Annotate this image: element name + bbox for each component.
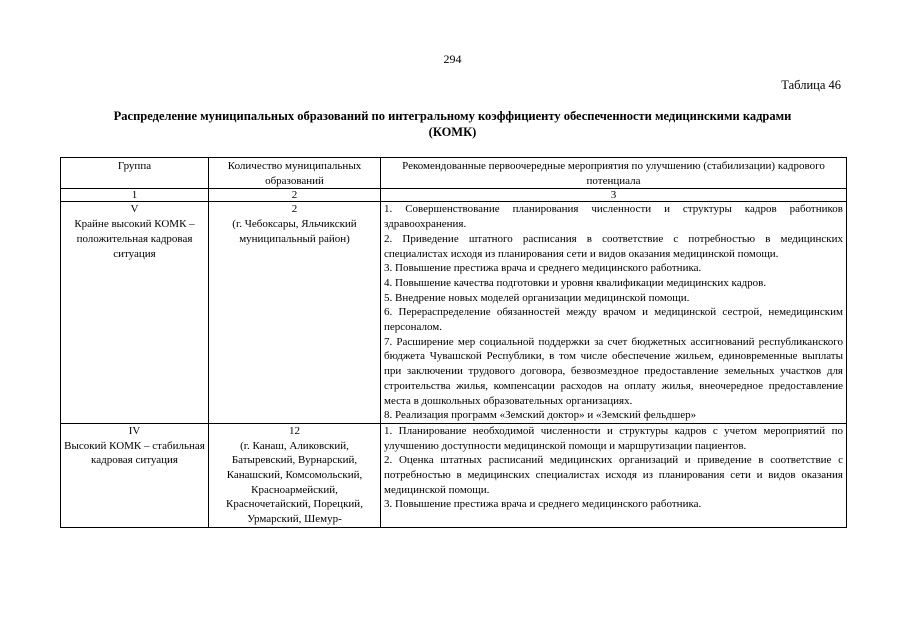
municipality-count: 2 (291, 203, 298, 216)
komk-table (60, 157, 847, 528)
measure-item: 2. Приведение штатного расписания в соответствие с потребностью в медицинских специалистах исходя из планирования сети и видов оказания медицинской помощи. (384, 232, 843, 260)
column-number: 1 (61, 189, 209, 202)
table-row (61, 202, 847, 424)
table-row (61, 423, 847, 527)
count-cell-content (212, 424, 377, 527)
title-line-1: Распределение муниципальных образований по интегральному коэффициенту обеспеченности медицинскими кадрами (113, 109, 792, 123)
column-number: 2 (209, 189, 381, 202)
municipality-list: (г. Чебоксары, Яльчикский муниципальный район) (232, 218, 357, 245)
column-number: 3 (381, 189, 847, 202)
header-row (61, 158, 847, 189)
measure-item: 2. Оценка штатных расписаний медицинских организаций и приведение в соответствие с потребностью в медицинских специалистах исходя из планирования сети и видов оказания медицинской помощи. (384, 454, 843, 496)
count-cell (209, 423, 381, 527)
group-number: V (130, 203, 139, 216)
measure-item: 5. Внедрение новых моделей организации медицинской помощи. (384, 291, 690, 304)
measure-item: 7. Расширение мер социальной поддержки за счет бюджетных ассигнований республиканского бюджета Чувашской Республики, в том числе обеспечение жильем, единовременные выплаты при заключении трудового договора, безвозмездное предоставление земельных участков для строительства жилья, компенсации расходов на оплату жилья, внеочередное предоставление места в дошкольных образовательных организациях. (384, 335, 843, 407)
count-cell (209, 202, 381, 424)
group-number: IV (128, 424, 141, 437)
header-measures: Рекомендованные первоочередные мероприятия по улучшению (стабилизации) кадрового потенциала (381, 158, 847, 189)
municipality-list: (г. Канаш, Аликовский, Батыревский, Вурнарский, Канашский, Комсомольский, Красноармейский, Красночетайский, Порецкий, Урмарский, Шемур- (226, 439, 363, 526)
header-count: Количество муниципальных образований (209, 158, 381, 189)
group-cell (61, 202, 209, 424)
title-line-2: (КОМК) (428, 125, 477, 139)
measure-item: 1. Совершенствование планирования численности и структуры кадров работников здравоохранения. (384, 203, 843, 231)
page-number: 294 (443, 52, 462, 66)
column-numbers-row (61, 189, 847, 202)
document-title (60, 108, 845, 140)
measure-item: 4. Повышение качества подготовки и уровня квалификации медицинских кадров. (384, 276, 767, 289)
municipality-count: 12 (289, 424, 300, 437)
measures-cell (381, 202, 847, 424)
group-cell (61, 423, 209, 527)
measure-item: 1. Планирование необходимой численности и структуры кадров с учетом мероприятий по улучшению доступности медицинской помощи и маршрутизации пациентов. (384, 424, 843, 452)
group-name: Высокий КОМК – стабильная кадровая ситуация (64, 439, 205, 467)
measure-item: 3. Повышение престижа врача и среднего медицинского работника. (384, 498, 702, 511)
group-name: Крайне высокий КОМК – положительная кадровая ситуация (74, 218, 195, 260)
measure-item: 3. Повышение престижа врача и среднего медицинского работника. (384, 262, 702, 275)
header-group: Группа (61, 158, 209, 189)
measure-item: 6. Перераспределение обязанностей между врачом и медицинской сестрой, немедицинским персоналом. (384, 306, 843, 334)
measures-cell (381, 423, 847, 527)
measure-item: 8. Реализация программ «Земский доктор» и «Земский фельдшер» (384, 409, 697, 422)
table-caption: Таблица 46 (781, 78, 841, 92)
